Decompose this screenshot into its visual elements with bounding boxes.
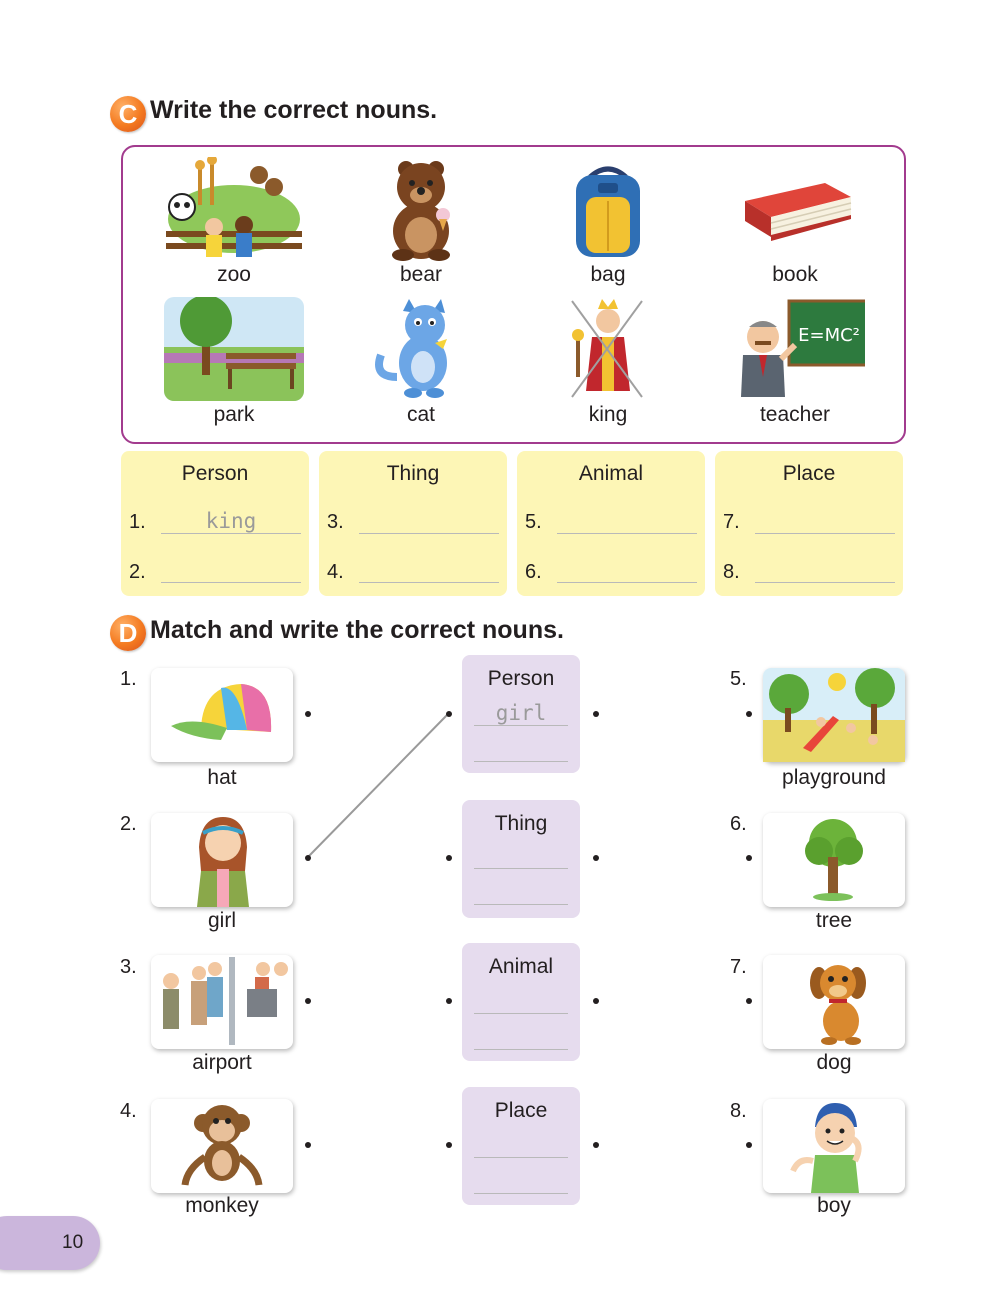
match-dot[interactable] [746,998,752,1004]
category-box-title: Person [487,667,555,690]
match-dot[interactable] [305,855,311,861]
section-d-badge: D [110,615,146,651]
row-number: 1. [129,511,146,533]
match-dot[interactable] [593,1142,599,1148]
section-c-badge: C [110,96,146,132]
picture-monkey [151,1099,293,1193]
item-number: 5. [730,668,747,690]
category-place-title: Place [782,462,836,485]
category-box-title: Thing [494,812,548,835]
match-dot[interactable] [446,1142,452,1148]
answer-line [474,904,568,905]
picture-boy [763,1099,905,1193]
row-number: 7. [723,511,740,533]
category-box-person [462,655,580,773]
item-number: 8. [730,1100,747,1122]
category-box-thing [462,800,580,918]
picture-hat [151,668,293,762]
word-tree: tree [815,909,853,932]
match-dot[interactable] [446,998,452,1004]
word-monkey: monkey [185,1194,259,1217]
picture-playground [763,668,905,762]
category-person-title: Person [181,462,249,485]
page-number-tab [0,1216,100,1270]
match-dot[interactable] [746,1142,752,1148]
tree-icon [763,813,905,907]
row-number: 6. [525,561,542,583]
match-dot[interactable] [305,711,311,717]
word-king: king [588,403,628,426]
picture-tree [763,813,905,907]
picture-girl [151,813,293,907]
word-cat: cat [406,403,435,426]
playground-icon [763,668,905,762]
answer-line [474,1193,568,1194]
boy-icon [763,1099,905,1193]
answer-line [474,725,568,726]
answer-field[interactable]: girl [495,701,547,725]
answer-line [474,1013,568,1014]
svg-text:E=MC²: E=MC² [798,325,860,346]
match-dot[interactable] [593,998,599,1004]
category-animal-title: Animal [578,462,644,485]
item-number: 3. [120,956,137,978]
item-number: 1. [120,668,137,690]
girl-icon [151,813,293,907]
word-girl: girl [207,909,236,932]
answer-field[interactable]: king [205,509,257,533]
word-teacher: teacher [759,403,831,426]
row-number: 3. [327,511,344,533]
dog-icon [763,955,905,1049]
item-number: 4. [120,1100,137,1122]
match-dot[interactable] [746,711,752,717]
answer-line [474,1049,568,1050]
section-d-title: Match and write the correct nouns. [150,616,564,644]
answer-line [474,1157,568,1158]
match-dot[interactable] [746,855,752,861]
picture-airport [151,955,293,1049]
page-number: 10 [62,1232,84,1253]
match-dot[interactable] [593,711,599,717]
item-number: 2. [120,813,137,835]
word-hat: hat [207,766,237,789]
match-dot[interactable] [305,998,311,1004]
row-number: 2. [129,561,146,583]
answer-line [474,868,568,869]
airport-icon [151,955,293,1049]
category-box-title: Place [494,1099,548,1122]
cap-icon [151,668,293,762]
row-number: 8. [723,561,740,583]
item-number: 7. [730,956,747,978]
match-dot[interactable] [446,711,452,717]
picture-dog [763,955,905,1049]
monkey-icon [151,1099,293,1193]
section-c-title: Write the correct nouns. [150,96,438,124]
category-box-animal [462,943,580,1061]
item-number: 6. [730,813,747,835]
word-playground: playground [782,766,886,789]
category-thing-title: Thing [386,462,440,485]
word-boy: boy [817,1194,851,1217]
row-number: 5. [525,511,542,533]
word-dog: dog [816,1051,852,1074]
category-box-title: Animal [488,955,554,978]
word-park: park [213,403,255,426]
word-airport: airport [192,1051,252,1074]
word-book: book [772,263,818,286]
match-dot[interactable] [305,1142,311,1148]
match-dot[interactable] [593,855,599,861]
category-box-place [462,1087,580,1205]
answer-line [474,761,568,762]
word-zoo: zoo [217,263,251,286]
row-number: 4. [327,561,344,583]
match-dot[interactable] [446,855,452,861]
word-bag: bag [590,263,626,286]
word-bear: bear [399,263,443,286]
